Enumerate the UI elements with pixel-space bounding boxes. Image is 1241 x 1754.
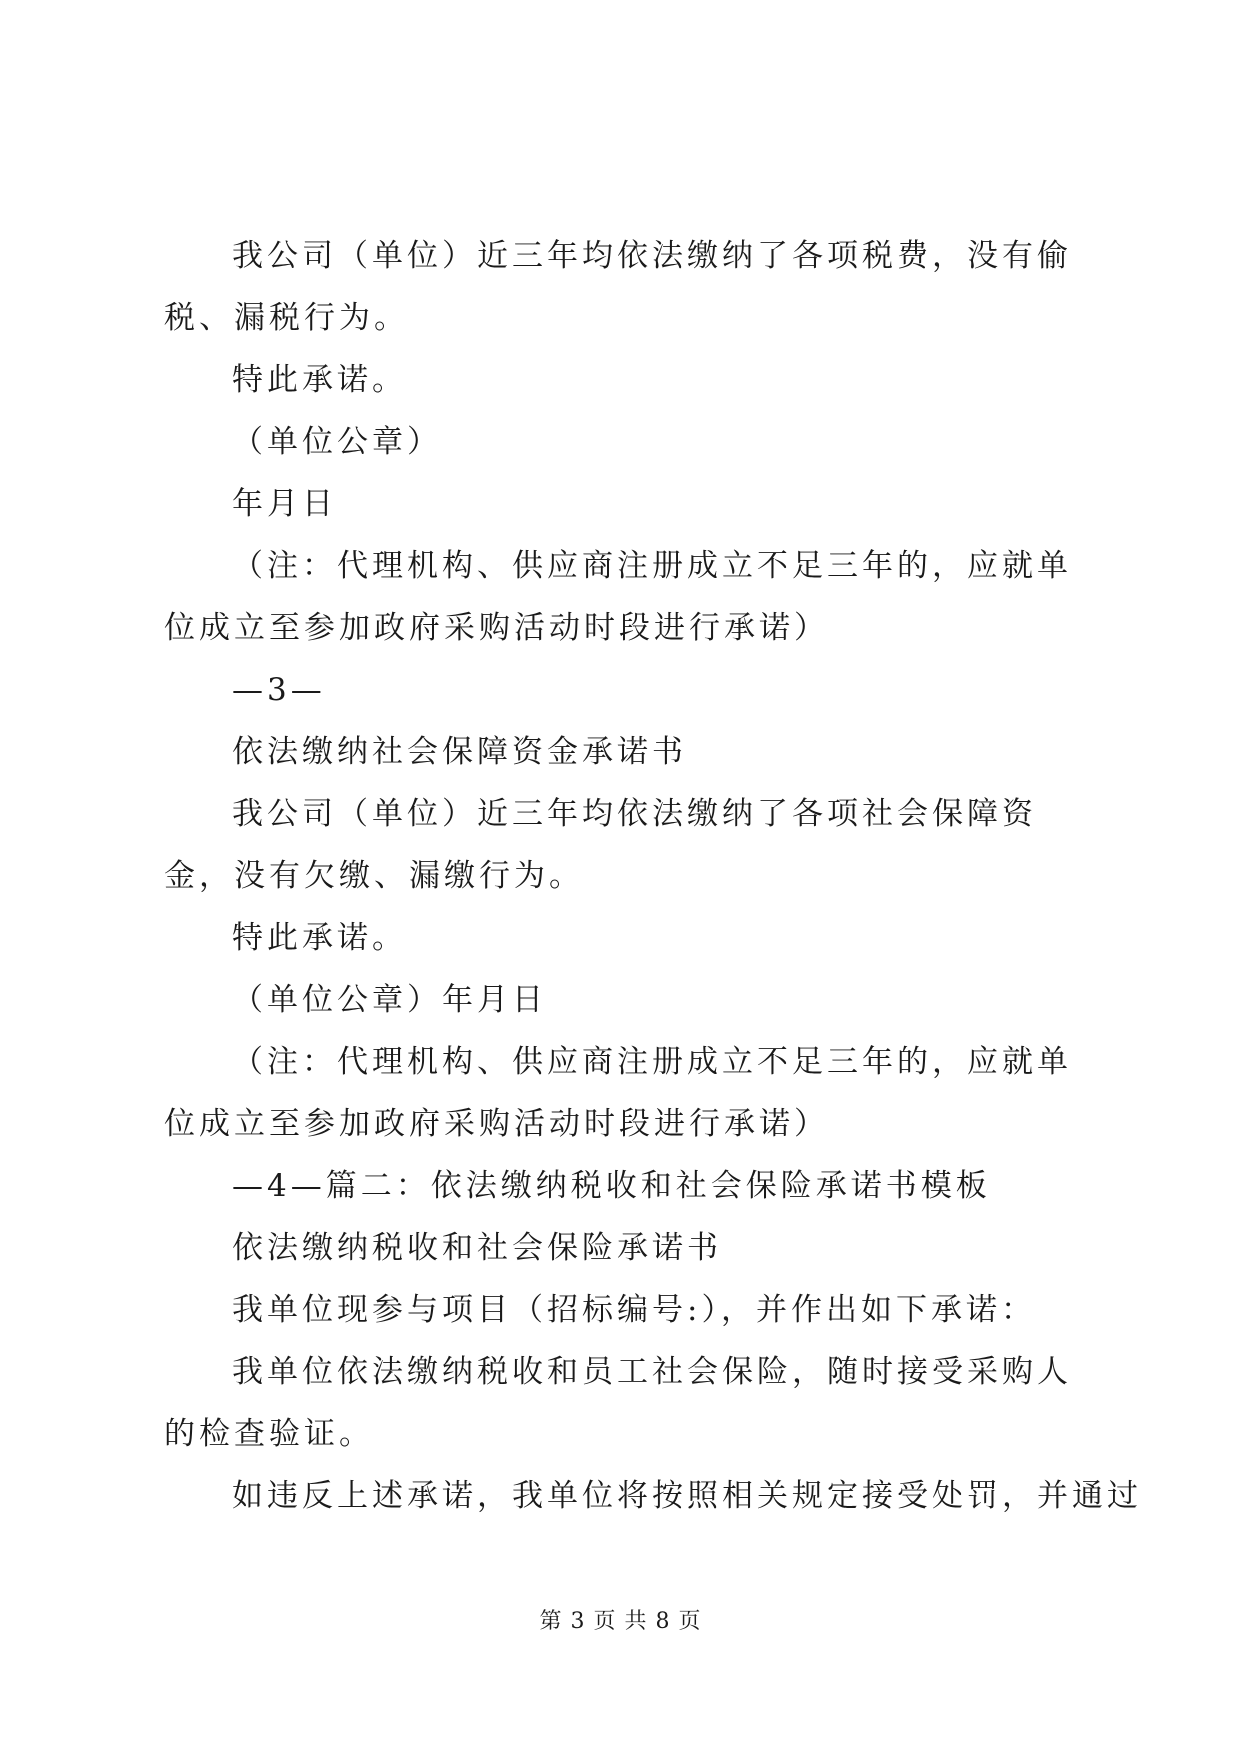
page-marker-3: —3— xyxy=(232,672,326,708)
paragraph-unit-seal: （单位公章） xyxy=(232,424,442,460)
paragraph-project-participation: 我单位现参与项目（招标编号:），并作出如下承诺： xyxy=(232,1292,1036,1328)
paragraph-hereby-commit: 特此承诺。 xyxy=(232,362,407,398)
paragraph-date: 年月日 xyxy=(232,486,337,522)
document-title: 依法缴纳税收和社会保险承诺书 xyxy=(232,1230,722,1266)
paragraph-note-2: （注：代理机构、供应商注册成立不足三年的，应就单位成立至参加政府采购活动时段进行承诺） xyxy=(164,1044,1072,1142)
paragraph-unit-seal-date: （单位公章）年月日 xyxy=(232,982,547,1018)
paragraph-violation: 如违反上述承诺，我单位将按照相关规定接受处罚，并通过 xyxy=(232,1478,1142,1514)
section-heading-part-two: —4—篇二：依法缴纳税收和社会保险承诺书模板 xyxy=(232,1168,991,1204)
paragraph-tax-commitment: 我公司（单位）近三年均依法缴纳了各项税费，没有偷税、漏税行为。 xyxy=(164,238,1072,336)
paragraph-note: （注：代理机构、供应商注册成立不足三年的，应就单位成立至参加政府采购活动时段进行承诺） xyxy=(164,548,1072,646)
paragraph-social-security-commitment: 我公司（单位）近三年均依法缴纳了各项社会保障资金，没有欠缴、漏缴行为。 xyxy=(164,796,1037,894)
section-heading-social-security: 依法缴纳社会保障资金承诺书 xyxy=(232,734,687,770)
paragraph-tax-and-insurance: 我单位依法缴纳税收和员工社会保险，随时接受采购人的检查验证。 xyxy=(164,1354,1072,1452)
paragraph-hereby-commit-2: 特此承诺。 xyxy=(232,920,407,956)
page-footer: 第 3 页 共 8 页 xyxy=(539,1609,702,1634)
